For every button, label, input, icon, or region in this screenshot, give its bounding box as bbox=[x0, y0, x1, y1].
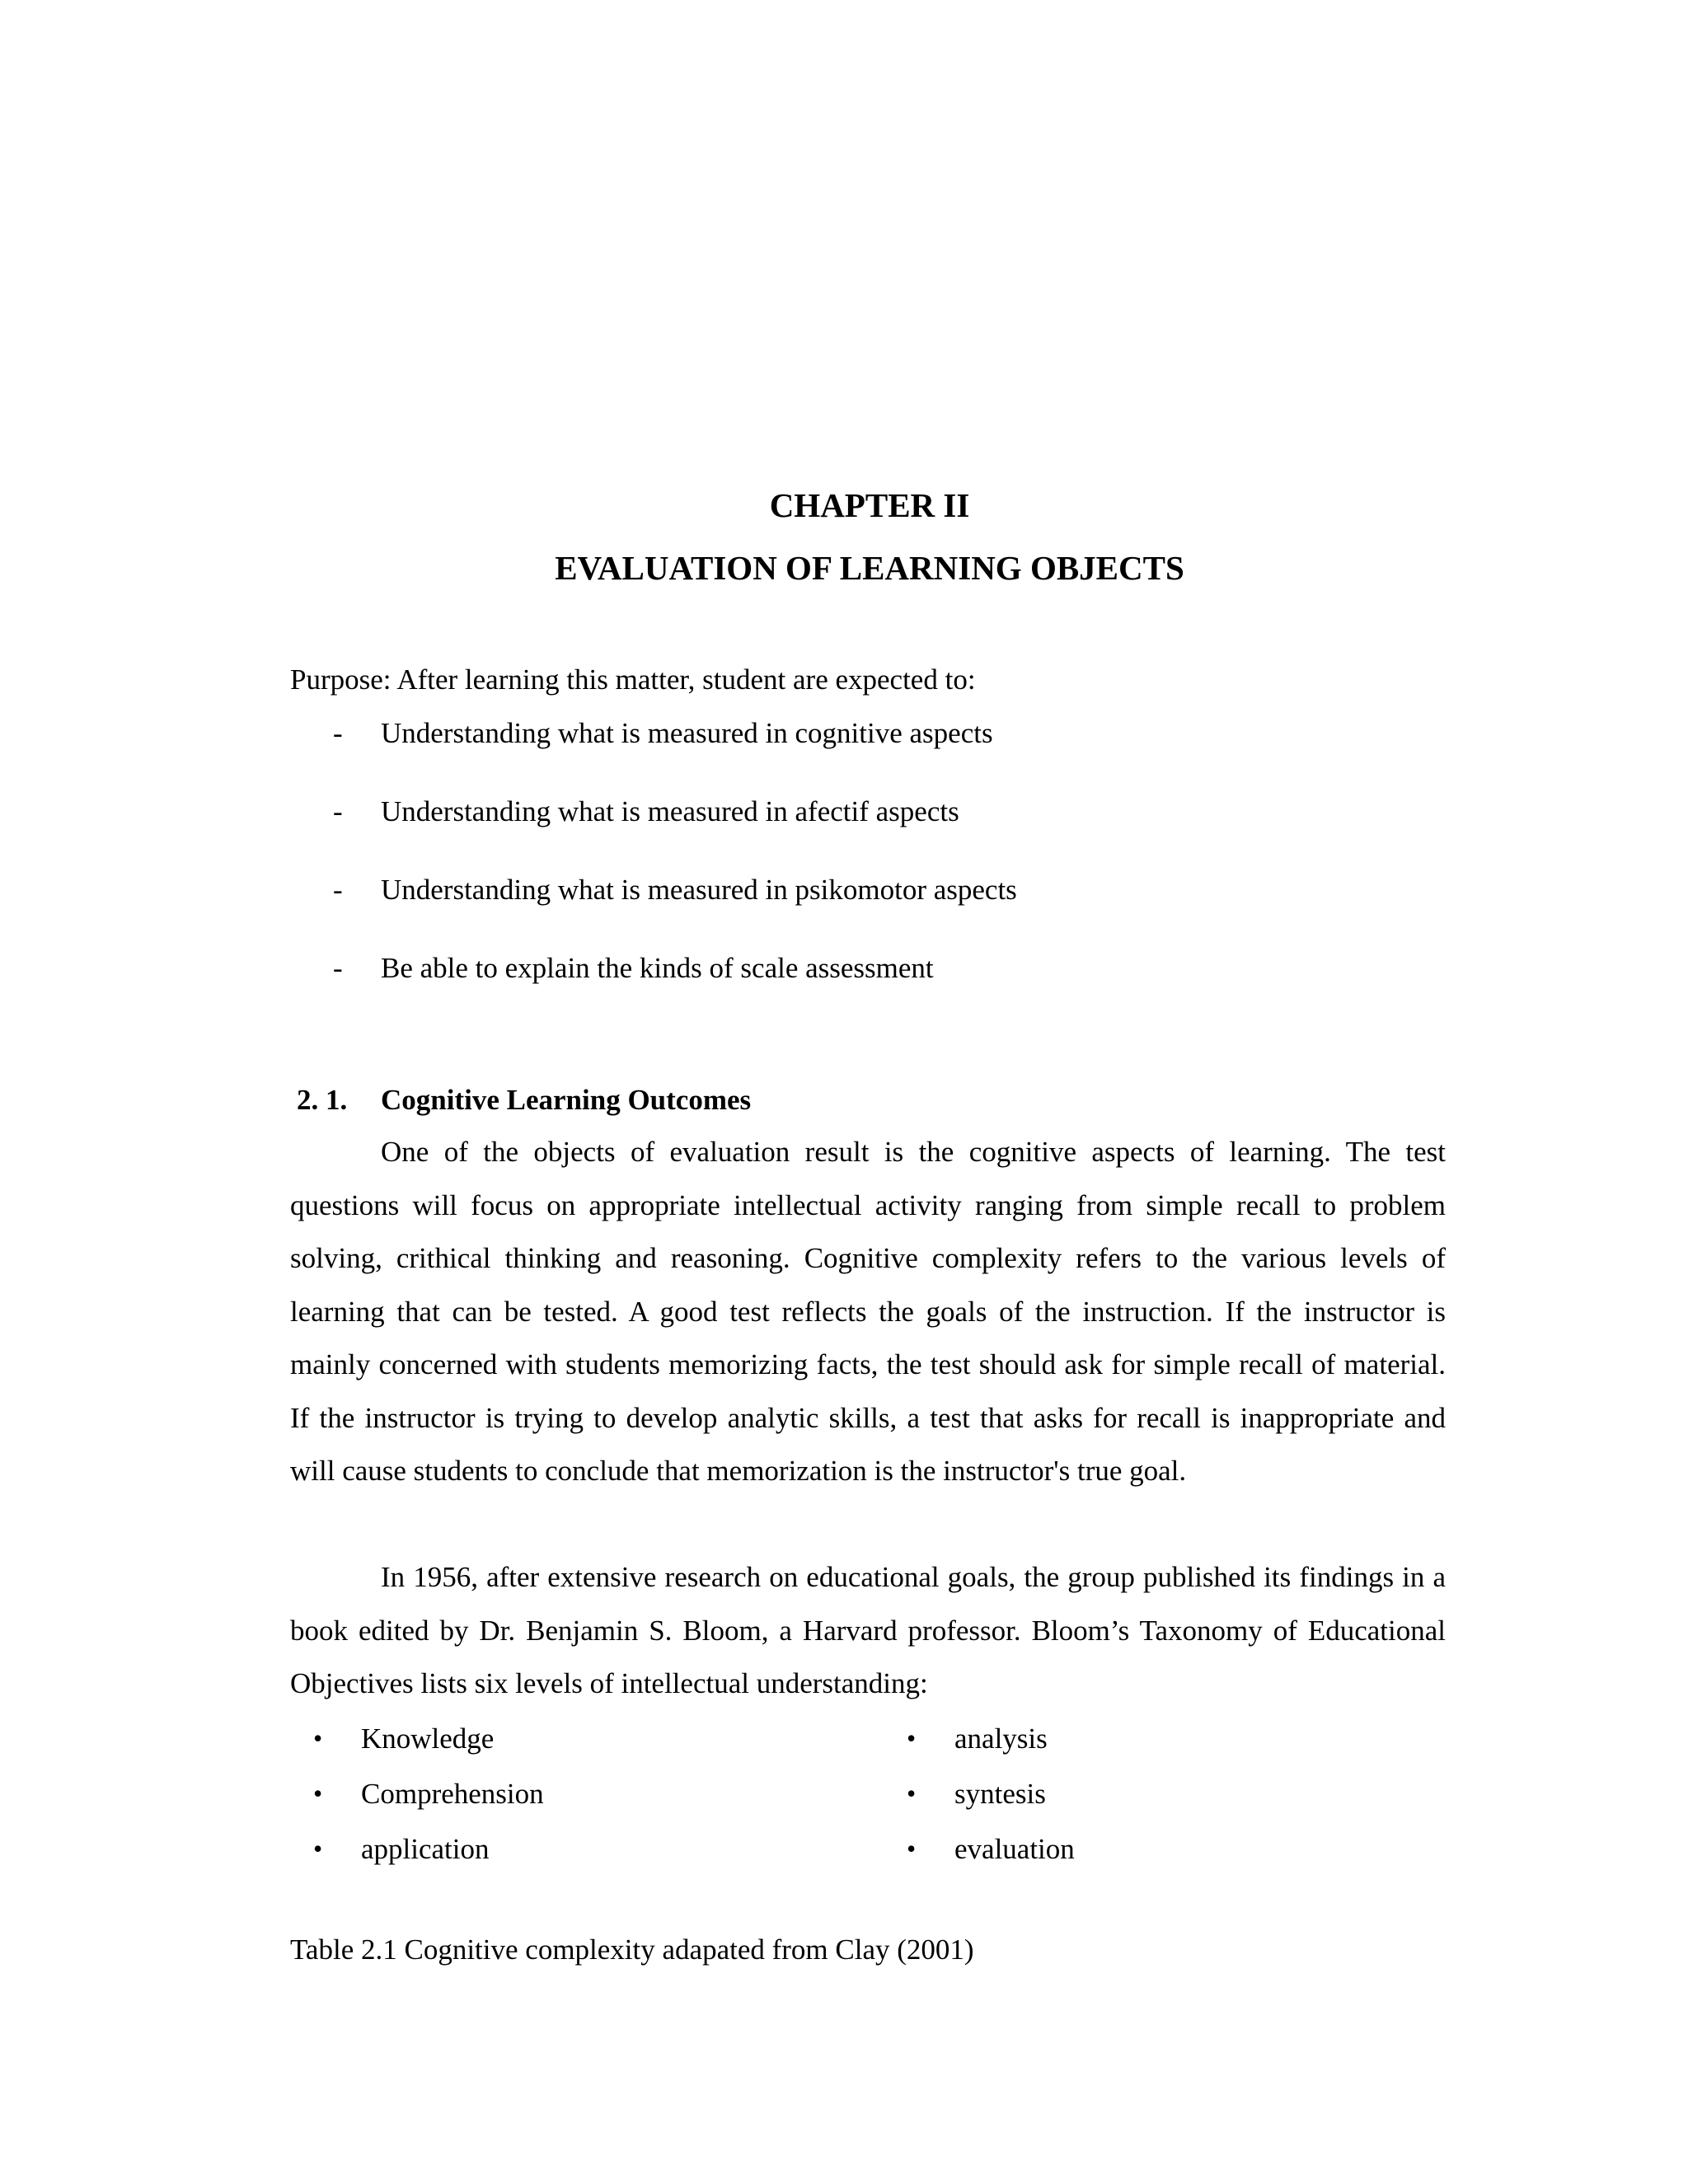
list-dash: - bbox=[333, 795, 343, 827]
objective-text: Be able to explain the kinds of scale assessment bbox=[381, 952, 934, 984]
body-paragraph: One of the objects of evaluation result is the cognitive aspects of learning. The test questions will focus on appropriate intellectual activity ranging from simple recall to problem solving, crithical thinking and reasoning. Cognitive complexity refers to the various levels of learning that can be tested. A good test reflects the goals of the instruction. If the instructor is mainly concerned with students memorizing facts, the test should ask for simple recall of material. If the instructor is trying to develop analytic skills, a test that asks for recall is inappropriate and will cause students to conclude that memorization is the instructor's true goal. bbox=[290, 1136, 1446, 1487]
bullet-icon: • bbox=[313, 1723, 323, 1753]
list-item-text: syntesis bbox=[954, 1778, 1046, 1810]
objective-text: Understanding what is measured in psikomotor aspects bbox=[381, 874, 1017, 906]
section-number: 2. 1. bbox=[297, 1084, 348, 1116]
chapter-title: EVALUATION OF LEARNING OBJECTS bbox=[555, 549, 1184, 587]
body-paragraph: In 1956, after extensive research on educational goals, the group published its findings in a book edited by Dr. Benjamin S. Bloom, a Harvard professor. Bloom’s Taxonomy of Educational Objectives lists six levels of intellectual understanding: bbox=[290, 1561, 1446, 1699]
bullet-icon: • bbox=[313, 1834, 323, 1863]
purpose-intro: Purpose: After learning this matter, student are expected to: bbox=[290, 663, 976, 696]
section-title: Cognitive Learning Outcomes bbox=[381, 1084, 752, 1116]
bullet-icon: • bbox=[313, 1779, 323, 1808]
list-item-text: application bbox=[361, 1833, 490, 1865]
list-dash: - bbox=[333, 874, 343, 906]
bullet-icon: • bbox=[907, 1723, 917, 1753]
objective-text: Understanding what is measured in afectif aspects bbox=[381, 795, 959, 827]
list-dash: - bbox=[333, 717, 343, 749]
list-item-text: evaluation bbox=[954, 1833, 1075, 1865]
bullet-icon: • bbox=[907, 1779, 917, 1808]
list-item-text: Comprehension bbox=[361, 1778, 544, 1810]
list-dash: - bbox=[333, 952, 343, 984]
list-item-text: Knowledge bbox=[361, 1722, 495, 1755]
bullet-icon: • bbox=[907, 1834, 917, 1863]
list-item-text: analysis bbox=[954, 1722, 1048, 1755]
objective-text: Understanding what is measured in cognitive aspects bbox=[381, 717, 993, 749]
chapter-number: CHAPTER II bbox=[769, 486, 970, 524]
table-caption: Table 2.1 Cognitive complexity adapated from Clay (2001) bbox=[290, 1933, 974, 1966]
